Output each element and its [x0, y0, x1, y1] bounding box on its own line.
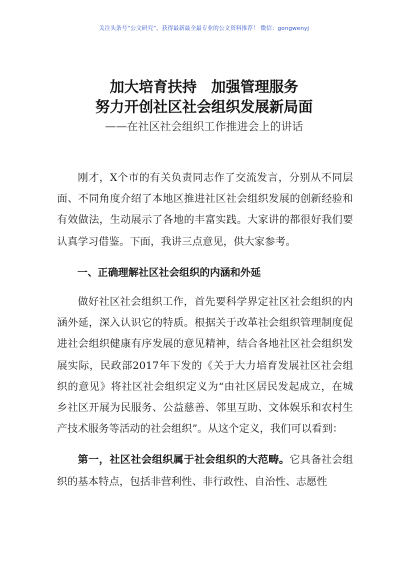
- first-point-lead: 第一，社区社会组织属于社会组织的大范畴。: [77, 454, 290, 467]
- paragraph-intro: 刚才，X个市的有关负责同志作了交流发言，分别从不同层面、不同角度介绍了本地区推进社区社会组织发展的创新经验和有效做法，生动展示了各地的丰富实践。大家讲的都很好我们要认真学习借鉴。下面，我讲三点意见，供大家参考。: [57, 172, 353, 248]
- document-body: [57, 168, 353, 503]
- title-block: [0, 78, 408, 135]
- first-point-text: 它具备社会组织的基本特点，包括非营利性、非行政性、自治性、志愿性: [57, 454, 354, 488]
- header-promo-note: 关注头条号“公文研究”，获得最新最全最专业的公文资料推荐！ 微信：gongwenyj: [98, 26, 310, 32]
- section-heading-1: 一、正确理解社区社会组织的内涵和外延: [77, 267, 261, 279]
- document-subtitle: ——在社区社会组织工作推进会上的讲话: [105, 120, 303, 133]
- document-title-line-2: 努力开创社区社会组织发展新局面: [95, 100, 313, 116]
- paragraph-first-point: [57, 450, 353, 492]
- paragraph-definition: 做好社区社会组织工作，首先要科学界定社区社会组织的内涵外延，深入认识它的特质。根据关于改革社会组织管理制度促进社会组织健康有序发展的意见精神，结合各地社区社会组织发展实际，民政部2017年下发的《关于大力培育发展社区社会组织的意见》将社区社会组织定义为“由社区居民发起成立，在城乡社区开展为民服务、公益慈善、邻里互助、文体娱乐和农村生产技术服务等活动的社会组织”。从这个定义，我们可以看到：: [57, 296, 353, 436]
- document-title-line-1: 加大培育扶持 加强管理服务: [109, 80, 299, 96]
